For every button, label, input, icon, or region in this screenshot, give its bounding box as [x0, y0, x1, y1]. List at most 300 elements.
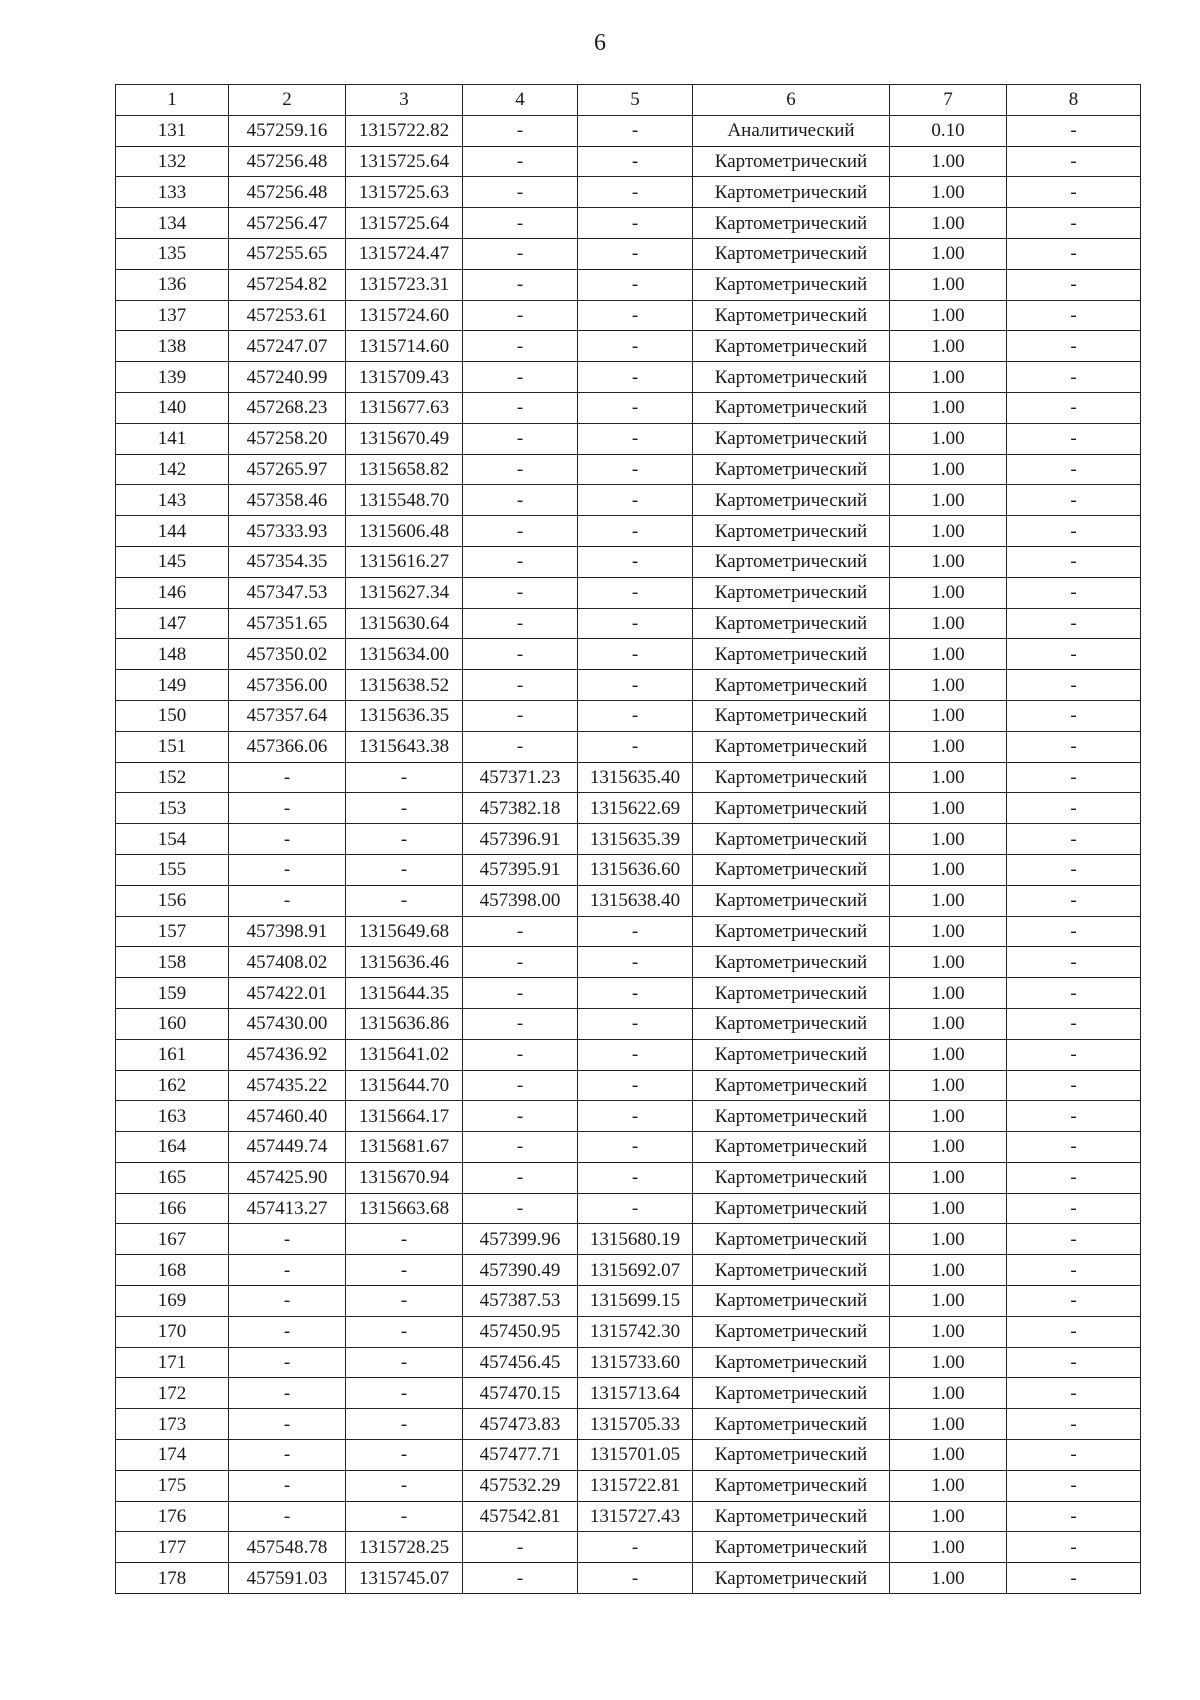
table-row [116, 1347, 1141, 1378]
table-cell: 1315670.94 [346, 1162, 463, 1193]
table-cell: Картометрический [693, 1409, 890, 1440]
table-row [116, 1286, 1141, 1317]
table-row [116, 115, 1141, 146]
table-cell: 1.00 [890, 1255, 1007, 1286]
table-cell: - [578, 916, 693, 947]
table-cell: 168 [116, 1255, 229, 1286]
table-cell: Картометрический [693, 1563, 890, 1594]
table-cell: - [463, 1039, 578, 1070]
table-cell: - [578, 1070, 693, 1101]
table-cell: - [1007, 1070, 1141, 1101]
table-cell: 457254.82 [229, 269, 346, 300]
table-cell: 457390.49 [463, 1255, 578, 1286]
table-cell: Картометрический [693, 700, 890, 731]
table-cell: 1.00 [890, 1532, 1007, 1563]
column-header-3: 3 [346, 85, 463, 116]
table-row [116, 300, 1141, 331]
table-cell: - [578, 639, 693, 670]
table-row [116, 423, 1141, 454]
table-cell: Картометрический [693, 269, 890, 300]
table-cell: 1.00 [890, 331, 1007, 362]
table-cell: - [229, 1347, 346, 1378]
table-row [116, 577, 1141, 608]
table-cell: - [346, 1470, 463, 1501]
table-cell: 457450.95 [463, 1316, 578, 1347]
table-cell: 1.00 [890, 978, 1007, 1009]
table-cell: - [578, 177, 693, 208]
table-cell: 457357.64 [229, 700, 346, 731]
table-row [116, 824, 1141, 855]
table-cell: - [463, 115, 578, 146]
table-cell: 1.00 [890, 793, 1007, 824]
table-row [116, 177, 1141, 208]
column-header-1: 1 [116, 85, 229, 116]
table-cell: 1315709.43 [346, 362, 463, 393]
table-cell: 457413.27 [229, 1193, 346, 1224]
table-cell: - [1007, 608, 1141, 639]
table-cell: 1.00 [890, 916, 1007, 947]
table-cell: - [578, 238, 693, 269]
table-cell: - [463, 1193, 578, 1224]
table-cell: - [578, 146, 693, 177]
table-cell: 1315670.49 [346, 423, 463, 454]
table-row [116, 1224, 1141, 1255]
table-cell: - [229, 824, 346, 855]
table-cell: 1.00 [890, 1224, 1007, 1255]
table-row [116, 1070, 1141, 1101]
table-cell: Картометрический [693, 546, 890, 577]
table-cell: 457460.40 [229, 1101, 346, 1132]
table-cell: - [463, 1563, 578, 1594]
table-cell: 177 [116, 1532, 229, 1563]
table-cell: 1315725.64 [346, 208, 463, 239]
table-cell: - [346, 854, 463, 885]
table-cell: 1315745.07 [346, 1563, 463, 1594]
table-cell: - [463, 1162, 578, 1193]
table-cell: 1315733.60 [578, 1347, 693, 1378]
column-header-8: 8 [1007, 85, 1141, 116]
table-cell: 457387.53 [463, 1286, 578, 1317]
table-cell: - [346, 885, 463, 916]
table-cell: 140 [116, 392, 229, 423]
table-cell: 457436.92 [229, 1039, 346, 1070]
table-cell: 136 [116, 269, 229, 300]
table-cell: - [346, 1255, 463, 1286]
table-row [116, 1563, 1141, 1594]
table-cell: 144 [116, 516, 229, 547]
table-cell: 142 [116, 454, 229, 485]
table-cell: 1315722.81 [578, 1470, 693, 1501]
table-cell: - [346, 1224, 463, 1255]
table-cell: 166 [116, 1193, 229, 1224]
table-cell: Картометрический [693, 1378, 890, 1409]
table-cell: - [1007, 1409, 1141, 1440]
table-cell: - [578, 392, 693, 423]
table-cell: 457333.93 [229, 516, 346, 547]
table-cell: 457351.65 [229, 608, 346, 639]
table-cell: Картометрический [693, 423, 890, 454]
table-cell: - [578, 577, 693, 608]
table-cell: Картометрический [693, 577, 890, 608]
table-cell: 457247.07 [229, 331, 346, 362]
table-cell: - [463, 978, 578, 1009]
table-cell: - [578, 608, 693, 639]
table-row [116, 1409, 1141, 1440]
table-header [116, 85, 1141, 116]
table-cell: 1315630.64 [346, 608, 463, 639]
table-cell: 1.00 [890, 177, 1007, 208]
table-cell: 1315724.47 [346, 238, 463, 269]
table-cell: - [346, 1316, 463, 1347]
table-cell: - [578, 1532, 693, 1563]
table-cell: 457548.78 [229, 1532, 346, 1563]
table-cell: 1.00 [890, 238, 1007, 269]
table-cell: 1.00 [890, 1286, 1007, 1317]
table-cell: Картометрический [693, 1316, 890, 1347]
table-cell: - [463, 1070, 578, 1101]
table-cell: 1315658.82 [346, 454, 463, 485]
table-cell: 154 [116, 824, 229, 855]
table-cell: 165 [116, 1162, 229, 1193]
column-header-2: 2 [229, 85, 346, 116]
table-row [116, 670, 1141, 701]
table-cell: 1315705.33 [578, 1409, 693, 1440]
table-cell: 151 [116, 731, 229, 762]
table-cell: 1315636.86 [346, 1008, 463, 1039]
table-cell: Картометрический [693, 916, 890, 947]
table-cell: 1.00 [890, 1070, 1007, 1101]
table-cell: 158 [116, 947, 229, 978]
table-cell: 457430.00 [229, 1008, 346, 1039]
table-cell: - [1007, 1532, 1141, 1563]
table-cell: 147 [116, 608, 229, 639]
table-cell: 457422.01 [229, 978, 346, 1009]
table-cell: - [346, 1378, 463, 1409]
table-cell: - [578, 1132, 693, 1163]
table-cell: 457477.71 [463, 1440, 578, 1471]
table-cell: 457449.74 [229, 1132, 346, 1163]
coordinates-table [115, 84, 1141, 1594]
table-cell: - [1007, 546, 1141, 577]
table-cell: - [463, 454, 578, 485]
table-cell: Картометрический [693, 608, 890, 639]
table-cell: Картометрический [693, 947, 890, 978]
table-cell: - [1007, 854, 1141, 885]
table-cell: 1315701.05 [578, 1440, 693, 1471]
table-cell: - [463, 485, 578, 516]
table-cell: - [578, 947, 693, 978]
table-cell: 1.00 [890, 1347, 1007, 1378]
table-cell: - [229, 1255, 346, 1286]
table-cell: 1315641.02 [346, 1039, 463, 1070]
table-row [116, 1255, 1141, 1286]
table-cell: 1.00 [890, 1501, 1007, 1532]
table-row [116, 208, 1141, 239]
table-cell: - [578, 1162, 693, 1193]
column-header-4: 4 [463, 85, 578, 116]
table-cell: 457356.00 [229, 670, 346, 701]
table-cell: 156 [116, 885, 229, 916]
table-cell: - [229, 1378, 346, 1409]
table-cell: 1.00 [890, 1409, 1007, 1440]
table-cell: 457398.91 [229, 916, 346, 947]
table-cell: 1315725.64 [346, 146, 463, 177]
table-cell: - [1007, 146, 1141, 177]
table-cell: 1315728.25 [346, 1532, 463, 1563]
table-cell: Картометрический [693, 762, 890, 793]
table-cell: 457542.81 [463, 1501, 578, 1532]
table-cell: 457255.65 [229, 238, 346, 269]
table-cell: - [463, 1008, 578, 1039]
table-cell: 1315644.35 [346, 978, 463, 1009]
table-cell: 162 [116, 1070, 229, 1101]
table-cell: 1315722.82 [346, 115, 463, 146]
table-cell: 1315664.17 [346, 1101, 463, 1132]
table-cell: - [1007, 238, 1141, 269]
table-cell: - [346, 1347, 463, 1378]
table-cell: 457435.22 [229, 1070, 346, 1101]
table-cell: 1315713.64 [578, 1378, 693, 1409]
table-cell: 174 [116, 1440, 229, 1471]
table-row [116, 608, 1141, 639]
table-cell: 457532.29 [463, 1470, 578, 1501]
table-cell: - [1007, 978, 1141, 1009]
table-cell: - [463, 1132, 578, 1163]
table-cell: 1315649.68 [346, 916, 463, 947]
table-cell: Картометрический [693, 731, 890, 762]
table-row [116, 1101, 1141, 1132]
table-cell: 457456.45 [463, 1347, 578, 1378]
table-cell: 143 [116, 485, 229, 516]
table-cell: 457253.61 [229, 300, 346, 331]
table-cell: 171 [116, 1347, 229, 1378]
table-cell: 1.00 [890, 1008, 1007, 1039]
table-cell: Картометрический [693, 1286, 890, 1317]
table-cell: 1315635.39 [578, 824, 693, 855]
table-row [116, 978, 1141, 1009]
table-cell: Картометрический [693, 1255, 890, 1286]
table-row [116, 1162, 1141, 1193]
table-cell: 457258.20 [229, 423, 346, 454]
table-cell: - [1007, 1563, 1141, 1594]
table-cell: 1.00 [890, 608, 1007, 639]
table-cell: 0.10 [890, 115, 1007, 146]
table-cell: 457268.23 [229, 392, 346, 423]
table-cell: 1.00 [890, 1193, 1007, 1224]
table-cell: - [463, 238, 578, 269]
table-cell: 161 [116, 1039, 229, 1070]
table-cell: 1.00 [890, 300, 1007, 331]
table-cell: 1.00 [890, 1563, 1007, 1594]
table-cell: - [1007, 1132, 1141, 1163]
table-cell: - [578, 1101, 693, 1132]
table-cell: 1315723.31 [346, 269, 463, 300]
table-cell: 457470.15 [463, 1378, 578, 1409]
page-number: 6 [594, 30, 606, 56]
table-cell: - [1007, 947, 1141, 978]
table-cell: Картометрический [693, 1070, 890, 1101]
table-cell: - [463, 392, 578, 423]
table-cell: 1.00 [890, 700, 1007, 731]
table-cell: 153 [116, 793, 229, 824]
table-cell: Картометрический [693, 793, 890, 824]
table-cell: 1.00 [890, 392, 1007, 423]
table-cell: - [1007, 670, 1141, 701]
table-cell: 1.00 [890, 670, 1007, 701]
table-cell: - [1007, 1316, 1141, 1347]
table-cell: 1315663.68 [346, 1193, 463, 1224]
table-cell: - [578, 670, 693, 701]
table-cell: Картометрический [693, 1470, 890, 1501]
table-cell: 1.00 [890, 947, 1007, 978]
table-cell: - [1007, 1224, 1141, 1255]
table-cell: 1315627.34 [346, 577, 463, 608]
table-cell: 1315636.46 [346, 947, 463, 978]
table-cell: 1315680.19 [578, 1224, 693, 1255]
table-cell: - [1007, 1501, 1141, 1532]
table-cell: 457350.02 [229, 639, 346, 670]
table-cell: Картометрический [693, 1347, 890, 1378]
table-cell: 457347.53 [229, 577, 346, 608]
table-cell: - [1007, 1008, 1141, 1039]
table-cell: - [229, 1409, 346, 1440]
table-cell: Картометрический [693, 1193, 890, 1224]
table-cell: - [1007, 177, 1141, 208]
table-cell: - [463, 423, 578, 454]
table-row [116, 700, 1141, 731]
table-cell: 457425.90 [229, 1162, 346, 1193]
table-cell: 159 [116, 978, 229, 1009]
table-cell: 1.00 [890, 639, 1007, 670]
table-cell: 457399.96 [463, 1224, 578, 1255]
table-cell: Картометрический [693, 1039, 890, 1070]
table-cell: - [346, 1440, 463, 1471]
table-cell: 1315616.27 [346, 546, 463, 577]
header-row [116, 85, 1141, 116]
table-cell: - [463, 916, 578, 947]
table-cell: - [229, 854, 346, 885]
table-cell: - [1007, 208, 1141, 239]
table-cell: - [1007, 516, 1141, 547]
table-cell: Картометрический [693, 146, 890, 177]
table-cell: Картометрический [693, 824, 890, 855]
table-cell: 1.00 [890, 885, 1007, 916]
table-body [116, 115, 1141, 1593]
table-cell: Картометрический [693, 978, 890, 1009]
table-cell: - [463, 577, 578, 608]
table-cell: 152 [116, 762, 229, 793]
table-cell: - [463, 731, 578, 762]
table-cell: - [463, 331, 578, 362]
table-cell: 457256.48 [229, 146, 346, 177]
table-cell: - [578, 269, 693, 300]
table-cell: - [1007, 1347, 1141, 1378]
table-row [116, 1440, 1141, 1471]
table-cell: 133 [116, 177, 229, 208]
table-cell: 1.00 [890, 854, 1007, 885]
table-cell: Картометрический [693, 1224, 890, 1255]
table-cell: 457408.02 [229, 947, 346, 978]
table-cell: 1315634.00 [346, 639, 463, 670]
column-header-6: 6 [693, 85, 890, 116]
table-cell: - [578, 115, 693, 146]
table-cell: - [463, 516, 578, 547]
table-cell: 1315725.63 [346, 177, 463, 208]
table-cell: 1.00 [890, 362, 1007, 393]
table-cell: Картометрический [693, 392, 890, 423]
table-cell: 457240.99 [229, 362, 346, 393]
table-cell: 457354.35 [229, 546, 346, 577]
table-cell: - [1007, 731, 1141, 762]
table-row [116, 485, 1141, 516]
table-cell: 141 [116, 423, 229, 454]
table-cell: 1315636.35 [346, 700, 463, 731]
table-cell: 167 [116, 1224, 229, 1255]
table-cell: - [1007, 762, 1141, 793]
table-cell: Картометрический [693, 362, 890, 393]
table-cell: - [1007, 793, 1141, 824]
table-cell: 155 [116, 854, 229, 885]
table-cell: 457358.46 [229, 485, 346, 516]
table-cell: - [1007, 1101, 1141, 1132]
table-cell: - [1007, 1039, 1141, 1070]
table-cell: 1315606.48 [346, 516, 463, 547]
table-cell: - [346, 1409, 463, 1440]
table-cell: Картометрический [693, 1162, 890, 1193]
table-cell: - [229, 885, 346, 916]
table-cell: 169 [116, 1286, 229, 1317]
table-cell: 1.00 [890, 1440, 1007, 1471]
table-cell: 1315742.30 [578, 1316, 693, 1347]
table-cell: 457473.83 [463, 1409, 578, 1440]
table-cell: - [229, 1440, 346, 1471]
table-cell: Картометрический [693, 639, 890, 670]
table-cell: - [578, 485, 693, 516]
table-cell: 134 [116, 208, 229, 239]
table-cell: - [578, 1039, 693, 1070]
table-cell: 457259.16 [229, 115, 346, 146]
table-cell: - [463, 546, 578, 577]
table-row [116, 1378, 1141, 1409]
table-cell: - [229, 1224, 346, 1255]
table-cell: 1315622.69 [578, 793, 693, 824]
table-cell: 457382.18 [463, 793, 578, 824]
table-row [116, 516, 1141, 547]
table-cell: - [1007, 362, 1141, 393]
table-cell: - [463, 208, 578, 239]
table-cell: Картометрический [693, 1440, 890, 1471]
table-row [116, 1470, 1141, 1501]
table-cell: - [229, 1316, 346, 1347]
table-cell: Картометрический [693, 1132, 890, 1163]
table-cell: 1.00 [890, 762, 1007, 793]
table-cell: Картометрический [693, 885, 890, 916]
table-cell: - [463, 362, 578, 393]
table-cell: - [1007, 700, 1141, 731]
table-row [116, 1501, 1141, 1532]
table-cell: 149 [116, 670, 229, 701]
table-row [116, 1532, 1141, 1563]
table-row [116, 362, 1141, 393]
table-cell: 138 [116, 331, 229, 362]
table-row [116, 454, 1141, 485]
table-cell: 150 [116, 700, 229, 731]
table-cell: - [1007, 1162, 1141, 1193]
table-cell: - [1007, 115, 1141, 146]
table-cell: - [1007, 454, 1141, 485]
table-cell: - [578, 546, 693, 577]
table-cell: - [1007, 392, 1141, 423]
